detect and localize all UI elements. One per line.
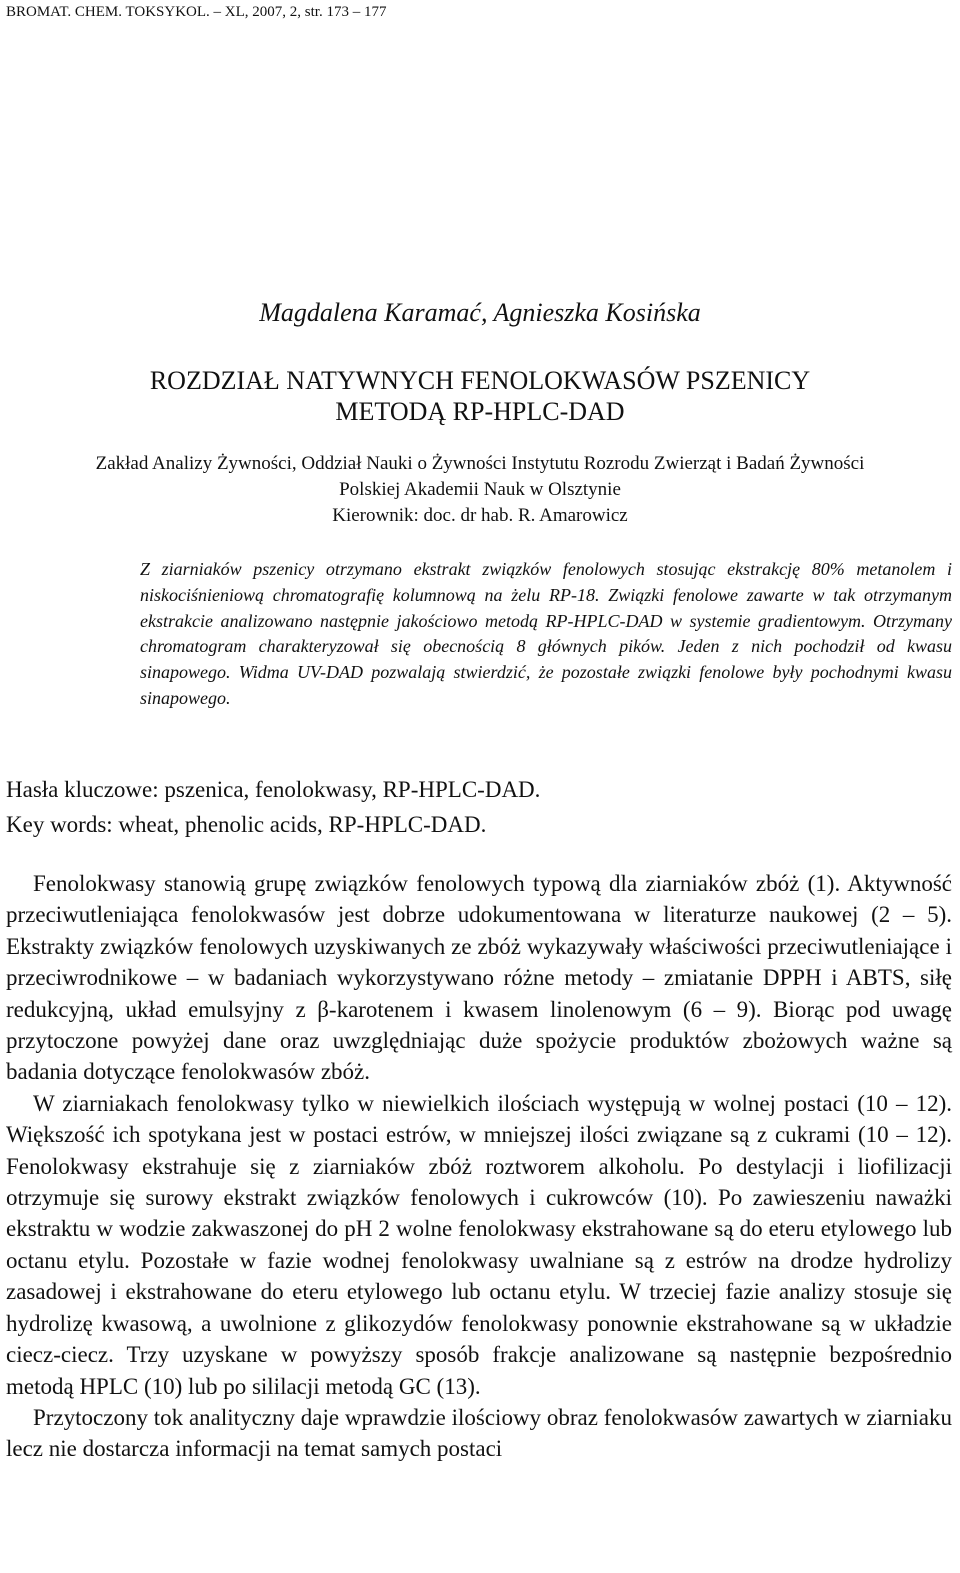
affiliation [0,451,960,529]
journal-citation: BROMAT. CHEM. TOKSYKOL. – XL, 2007, 2, str. 173 – 177 [6,4,387,20]
affiliation-line-2: Polskiej Akademii Nauk w Olsztynie [339,479,621,500]
title-line-1: ROZDZIAŁ NATYWNYCH FENOLOKWASÓW PSZENICY [149,366,811,395]
keywords [6,772,956,842]
paragraph-3: Przytoczony tok analityczny daje wprawdzie ilościowy obraz fenolokwasów zawartych w ziarniaku lecz nie dostarcza informacji na temat samych postaci [6,1404,952,1462]
paragraph-2: W ziarniakach fenolokwasy tylko w niewielkich ilościach występują w wolnej postaci (10 – 12). Większość ich spotykana jest w postaci estrów, w mniejszej ilości związane są z cukrami (10 – 12). Fenolokwasy ekstrahuje się z ziarniaków zbóż roztworem alkoholu. Po destylacji i liofilizacji otrzymuje się surowy ekstrakt związków fenolowych i cukrowców (10). Po zawieszeniu naważki ekstraktu w wodzie zakwaszonej do pH 2 wolne fenolokwasy ekstrahowane są do eteru etylowego lub octanu etylu. Pozostałe w fazie wodnej fenolokwasy uwalniane są z estrów na drodze hydrolizy zasadowej i ekstrahowane do eteru etylowego lub octanu etylu. W trzeciej fazie analizy stosuje się hydrolizę kwasową, a uwolnione z glikozydów fenolokwasy ponownie ekstrahowane są w układzie ciecz-ciecz. Trzy uzyskane w powyższy sposób frakcje analizowane są następnie bezpośrednio metodą HPLC (10) lub po sililacji metodą GC (13). [6,1090,952,1399]
paragraph-1: Fenolokwasy stanowią grupę związków fenolowych typową dla ziarniaków zbóż (1). Aktywność przeciwutleniająca fenolokwasów jest dobrze udokumentowana w literaturze naukowej (2 – 5). Ekstrakty związków fenolowych uzyskiwanych ze zbóż wykazywały właściwości przeciwutleniające i przeciwrodnikowe – w badaniach wykorzystywano różne metody – zmiatanie DPPH i ABTS, siłę redukcyjną, układ emulsyjny z β-karotenem i kwasem linolenowym (6 – 9). Biorąc pod uwagę przytoczone powyżej dane oraz uwzględniając duże spożycie produktów zbożowych ważne są badania dotyczące fenolokwasów zbóż. [6,871,952,1085]
body-text [6,868,952,1465]
keywords-pl: Hasła kluczowe: pszenica, fenolokwasy, RP-HPLC-DAD. [6,777,541,802]
affiliation-head: Kierownik: doc. dr hab. R. Amarowicz [332,505,628,526]
abstract: Z ziarniaków pszenicy otrzymano ekstrakt związków fenolowych stosując ekstrakcję 80% metanolem i niskociśnieniową chromatografię kolumnową na żelu RP-18. Związki fenolowe zawarte w tak otrzymanym ekstrakcie analizowano następnie jakościowo metodą RP-HPLC-DAD w systemie gradientowym. Otrzymany chromatogram charakteryzował się obecnością 8 głównych pików. Jeden z nich pochodził od kwasu sinapowego. Widma UV-DAD pozwalają stwierdzić, że pozostałe związki fenolowe były pochodnymi kwasu sinapowego. [140,559,952,708]
affiliation-line-1: Zakład Analizy Żywności, Oddział Nauki o Żywności Instytutu Rozrodu Zwierząt i Badań Żywności [95,453,865,474]
keywords-en: Key words: wheat, phenolic acids, RP-HPLC-DAD. [6,812,487,837]
title-line-2: METODĄ RP-HPLC-DAD [335,397,625,426]
article-title [0,365,960,427]
authors: Magdalena Karamać, Agnieszka Kosińska [259,298,701,327]
